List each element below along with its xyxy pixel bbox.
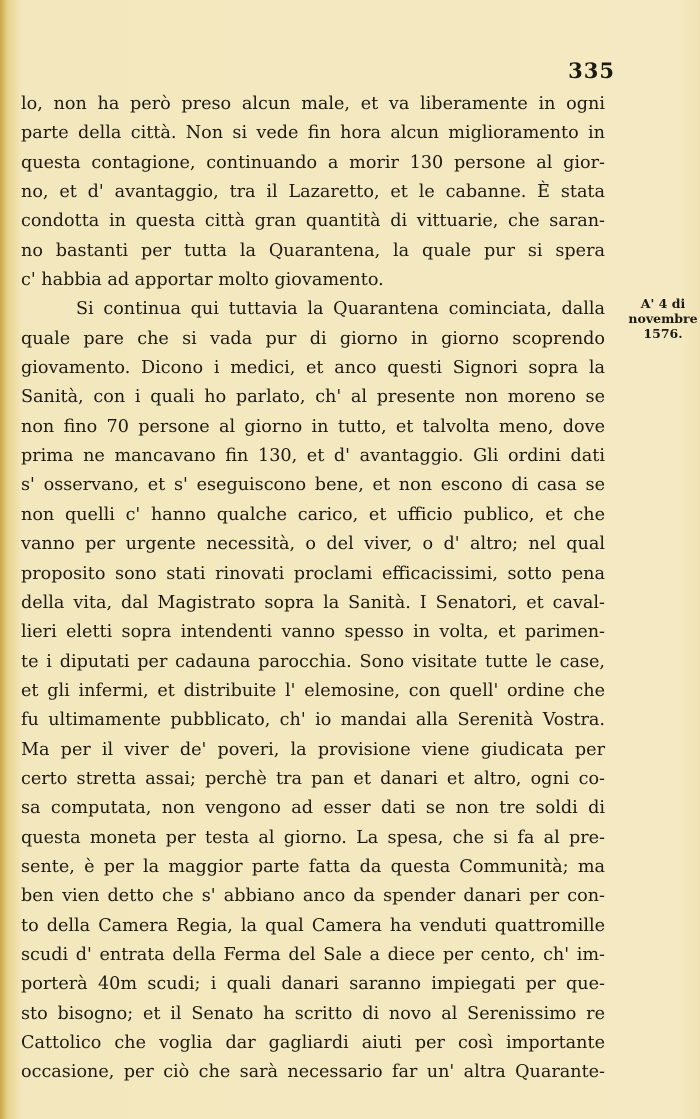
text-line: lieri eletti sopra intendenti vanno spesso in volta, et parimen-	[21, 622, 605, 643]
text-line: questa moneta per testa al giorno. La spesa, che si fa al pre-	[21, 827, 605, 848]
text-line: quale pare che si vada pur di giorno in giorno scoprendo	[21, 328, 605, 349]
text-line: to della Camera Regia, la qual Camera ha venduti quattromille	[21, 915, 605, 936]
text-line: occasione, per ciò che sarà necessario far un' altra Quarante-	[21, 1062, 605, 1083]
text-line: no, et d' avantaggio, tra il Lazaretto, et le cabanne. È stata	[21, 182, 605, 203]
body-text	[21, 90, 605, 1088]
text-line: certo stretta assai; perchè tra pan et danari et altro, ogni co-	[21, 768, 605, 789]
text-line: Ma per il viver de' poveri, la provisione viene giudicata per	[21, 739, 605, 760]
text-line: Si continua qui tuttavia la Quarantena cominciata, dalla	[76, 299, 605, 320]
text-line: questa contagione, continuando a morir 130 persone al gior-	[21, 152, 605, 173]
text-line: s' osservano, et s' eseguiscono bene, et non escono di casa se	[21, 475, 605, 496]
text-line: ben vien detto che s' abbiano anco da spender danari per con-	[21, 886, 605, 907]
text-line: lo, non ha però preso alcun male, et va liberamente in ogni	[21, 94, 605, 114]
page-number: 335	[568, 58, 615, 83]
margin-note-line: novembre	[628, 311, 698, 326]
text-line: sto bisogno; et il Senato ha scritto di novo al Serenissimo re	[21, 1003, 605, 1024]
text-line: della vita, dal Magistrato sopra la Sanità. I Senatori, et caval-	[21, 592, 605, 613]
text-line: Cattolico che voglia dar gagliardi aiuti per così importante	[21, 1033, 605, 1053]
text-line: prima ne mancavano fin 130, et d' avantaggio. Gli ordini dati	[21, 446, 605, 467]
text-line: et gli infermi, et distribuite l' elemosine, con quell' ordine che	[21, 680, 605, 701]
text-line: c' habbia ad apportar molto giovamento.	[21, 270, 384, 291]
margin-note-line: 1576.	[643, 326, 683, 341]
text-line: vanno per urgente necessità, o del viver, o d' altro; nel qual	[21, 534, 605, 555]
margin-note-line: A' 4 di	[640, 296, 686, 311]
text-line: condotta in questa città gran quantità di vittuarie, che saran-	[21, 211, 605, 232]
margin-note	[626, 296, 700, 341]
text-line: scudi d' entrata della Ferma del Sale a diece per cento, ch' im-	[21, 944, 605, 965]
text-line: te i diputati per cadauna parocchia. Sono visitate tutte le case,	[21, 651, 605, 672]
text-line: giovamento. Dicono i medici, et anco questi Signori sopra la	[21, 358, 605, 379]
text-line: non quelli c' hanno qualche carico, et ufficio publico, et che	[21, 504, 605, 525]
text-line: fu ultimamente pubblicato, ch' io mandai alla Serenità Vostra.	[21, 710, 605, 731]
text-line: no bastanti per tutta la Quarantena, la quale pur si spera	[21, 240, 605, 261]
text-line: proposito sono stati rinovati proclami efficacissimi, sotto pena	[21, 563, 605, 584]
text-line: sente, è per la maggior parte fatta da questa Communità; ma	[21, 856, 605, 877]
text-line: sa computata, non vengono ad esser dati se non tre soldi di	[21, 798, 605, 819]
text-line: Sanità, con i quali ho parlato, ch' al presente non moreno se	[21, 387, 605, 408]
text-line: non fino 70 persone al giorno in tutto, et talvolta meno, dove	[21, 416, 605, 437]
text-line: porterà 40m scudi; i quali danari saranno impiegati per que-	[21, 974, 605, 995]
text-line: parte della città. Non si vede fin hora alcun miglioramento in	[21, 123, 605, 144]
